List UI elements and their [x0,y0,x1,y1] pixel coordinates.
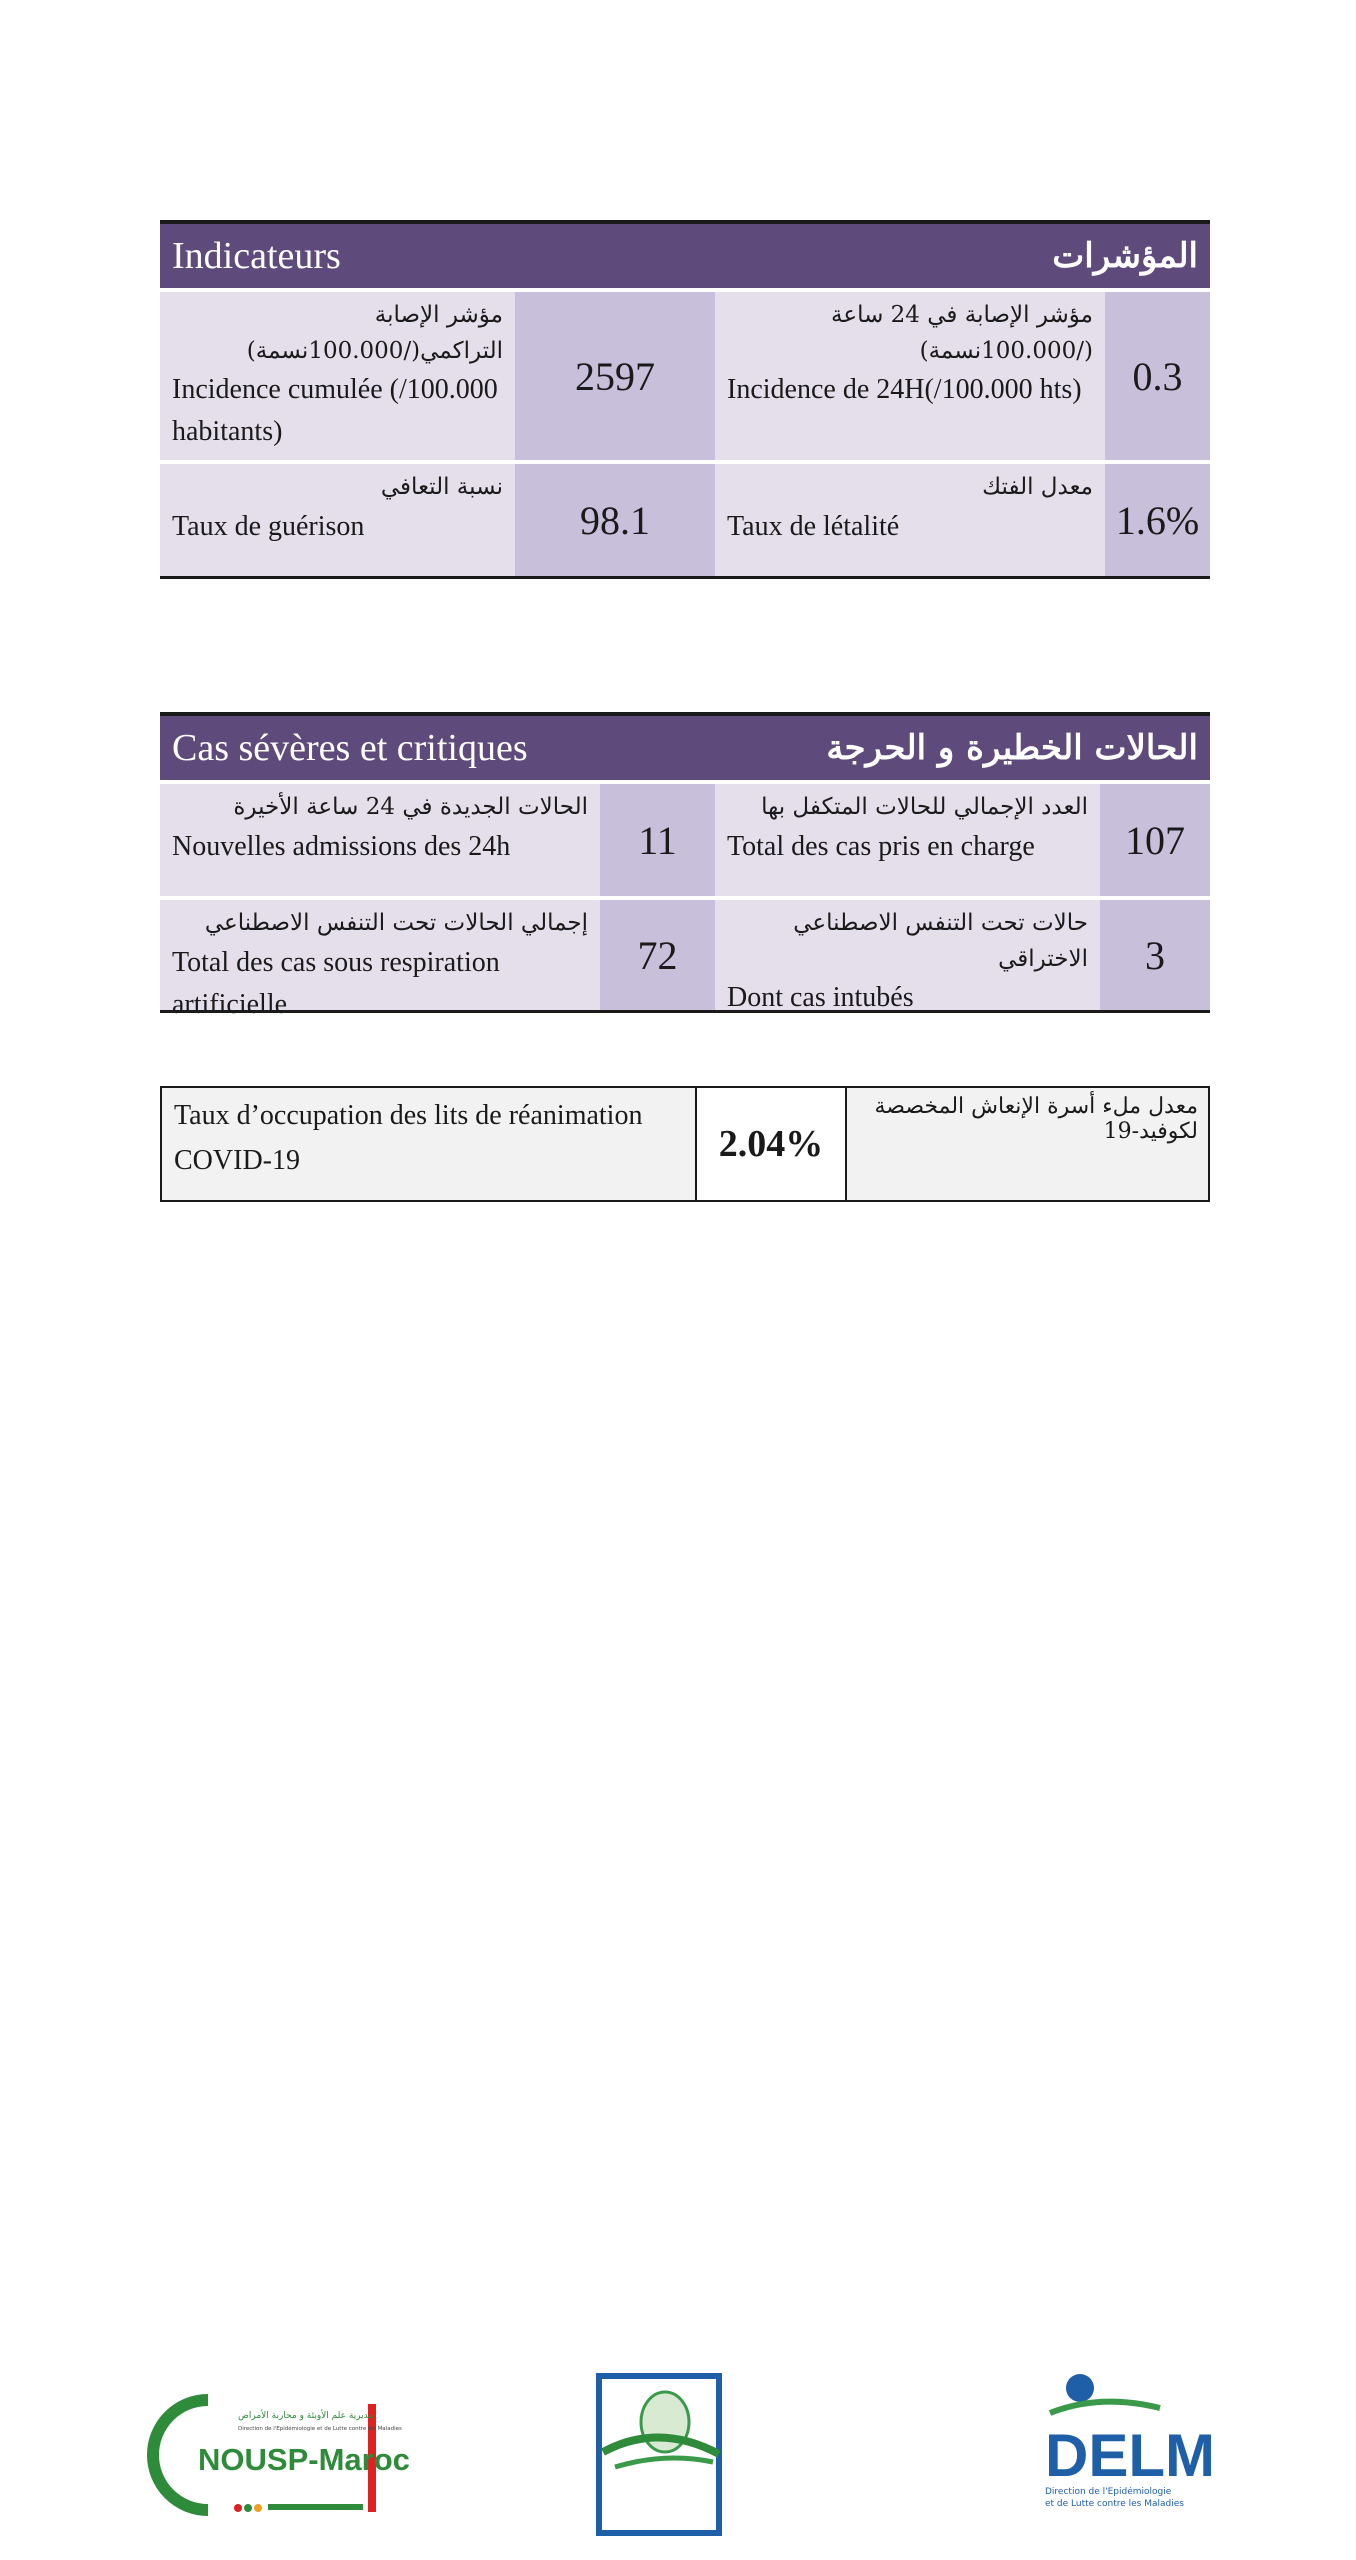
indicators-header [160,224,1210,288]
severe-cases-header [160,716,1210,780]
occupancy-label-ar: معدل ملء أسرة الإنعاش المخصصة لكوفيد-19 [874,1094,1198,1144]
severe-row-2 [160,896,1210,1020]
recovery-rate-value: 98.1 [515,464,715,576]
recovery-rate-label-fr: Taux de guérison [172,510,365,542]
cumulative-incidence-value: 2597 [515,292,715,460]
cumulative-incidence-label-fr-2: habitants) [172,416,283,448]
nousp-small-fr: Direction de l'Epidémiologie et de Lutte contre les Maladies [238,2426,402,2432]
lethality-rate-label-ar: معدل الفتك [982,474,1093,500]
indicators-row-1 [160,288,1210,460]
lethality-rate-label-fr: Taux de létalité [727,510,900,542]
severe-row-1 [160,780,1210,896]
lethality-rate-label [715,464,1105,576]
severe-cases-table [160,712,1210,1020]
ventilation-value: 72 [600,900,715,1010]
indicators-row-2 [160,460,1210,576]
indicators-title-fr: Indicateurs [172,235,341,277]
intubated-label-ar: حالات تحت التنفس الاصطناعي الاختراقي [793,910,1088,972]
incidence-24h-label-fr: Incidence de 24H(/100.000 hts) [727,374,1082,406]
new-admissions-label-fr: Nouvelles admissions des 24h [172,830,511,862]
recovery-rate-label [160,464,515,576]
cumulative-incidence-label-fr-1: Incidence cumulée (/100.000 [172,374,498,406]
intubated-label-fr: Dont cas intubés [727,982,914,1014]
ventilation-label-ar: إجمالي الحالات تحت التنفس الاصطناعي [204,910,588,936]
intubated-value: 3 [1100,900,1210,1010]
incidence-24h-label-ar-2: (/100.000نسمة) [919,337,1093,364]
nousp-text: NOUSP-Maroc [198,2442,410,2477]
cumulative-incidence-label-ar: مؤشر الإصابة التراكمي(/100.000نسمة) [246,302,503,364]
incidence-24h-label-ar-1: مؤشر الإصابة في 24 ساعة [831,302,1093,328]
occupancy-label-fr-1: Taux d’occupation des lits de réanimation [174,1100,643,1131]
cumulative-incidence-label [160,292,515,460]
occupancy-label-fr [162,1088,697,1200]
nousp-maroc-logo [168,2390,410,2520]
delm-text: DELM [1045,2422,1215,2489]
new-admissions-label-ar: الحالات الجديدة في 24 ساعة الأخيرة [233,794,588,820]
occupancy-value: 2.04% [697,1088,847,1200]
ventilation-label [160,900,600,1020]
delm-sub-2: et de Lutte contre les Maladies [1045,2499,1184,2509]
incidence-24h-label [715,292,1105,460]
delm-logo [1040,2368,1215,2518]
indicators-table [160,220,1210,579]
new-admissions-value: 11 [600,784,715,896]
recovery-rate-label-ar: نسبة التعافي [380,474,503,500]
total-cases-value: 107 [1100,784,1210,896]
ventilation-label-fr: Total des cas sous respiration artificielle [172,946,500,1020]
total-cases-label [715,784,1100,896]
delm-sub-1: Direction de l'Epidémiologie [1045,2487,1172,2497]
intubated-label [715,900,1100,1014]
occupancy-table [160,1086,1210,1202]
severe-cases-title-ar: الحالات الخطيرة و الحرجة [826,728,1198,768]
occupancy-label-fr-2: COVID-19 [174,1144,300,1176]
lethality-rate-value: 1.6% [1105,464,1210,576]
indicators-title-ar: المؤشرات [1052,236,1198,276]
ministry-emblem-logo [595,2372,723,2537]
severe-cases-title-fr: Cas sévères et critiques [172,727,528,769]
incidence-24h-value: 0.3 [1105,292,1210,460]
nousp-small-ar: مديرية علم الأوبئة و محاربة الأمراض [238,2411,374,2421]
total-cases-label-ar: العدد الإجمالي للحالات المتكفل بها [761,794,1088,820]
new-admissions-label [160,784,600,896]
total-cases-label-fr: Total des cas pris en charge [727,830,1035,862]
